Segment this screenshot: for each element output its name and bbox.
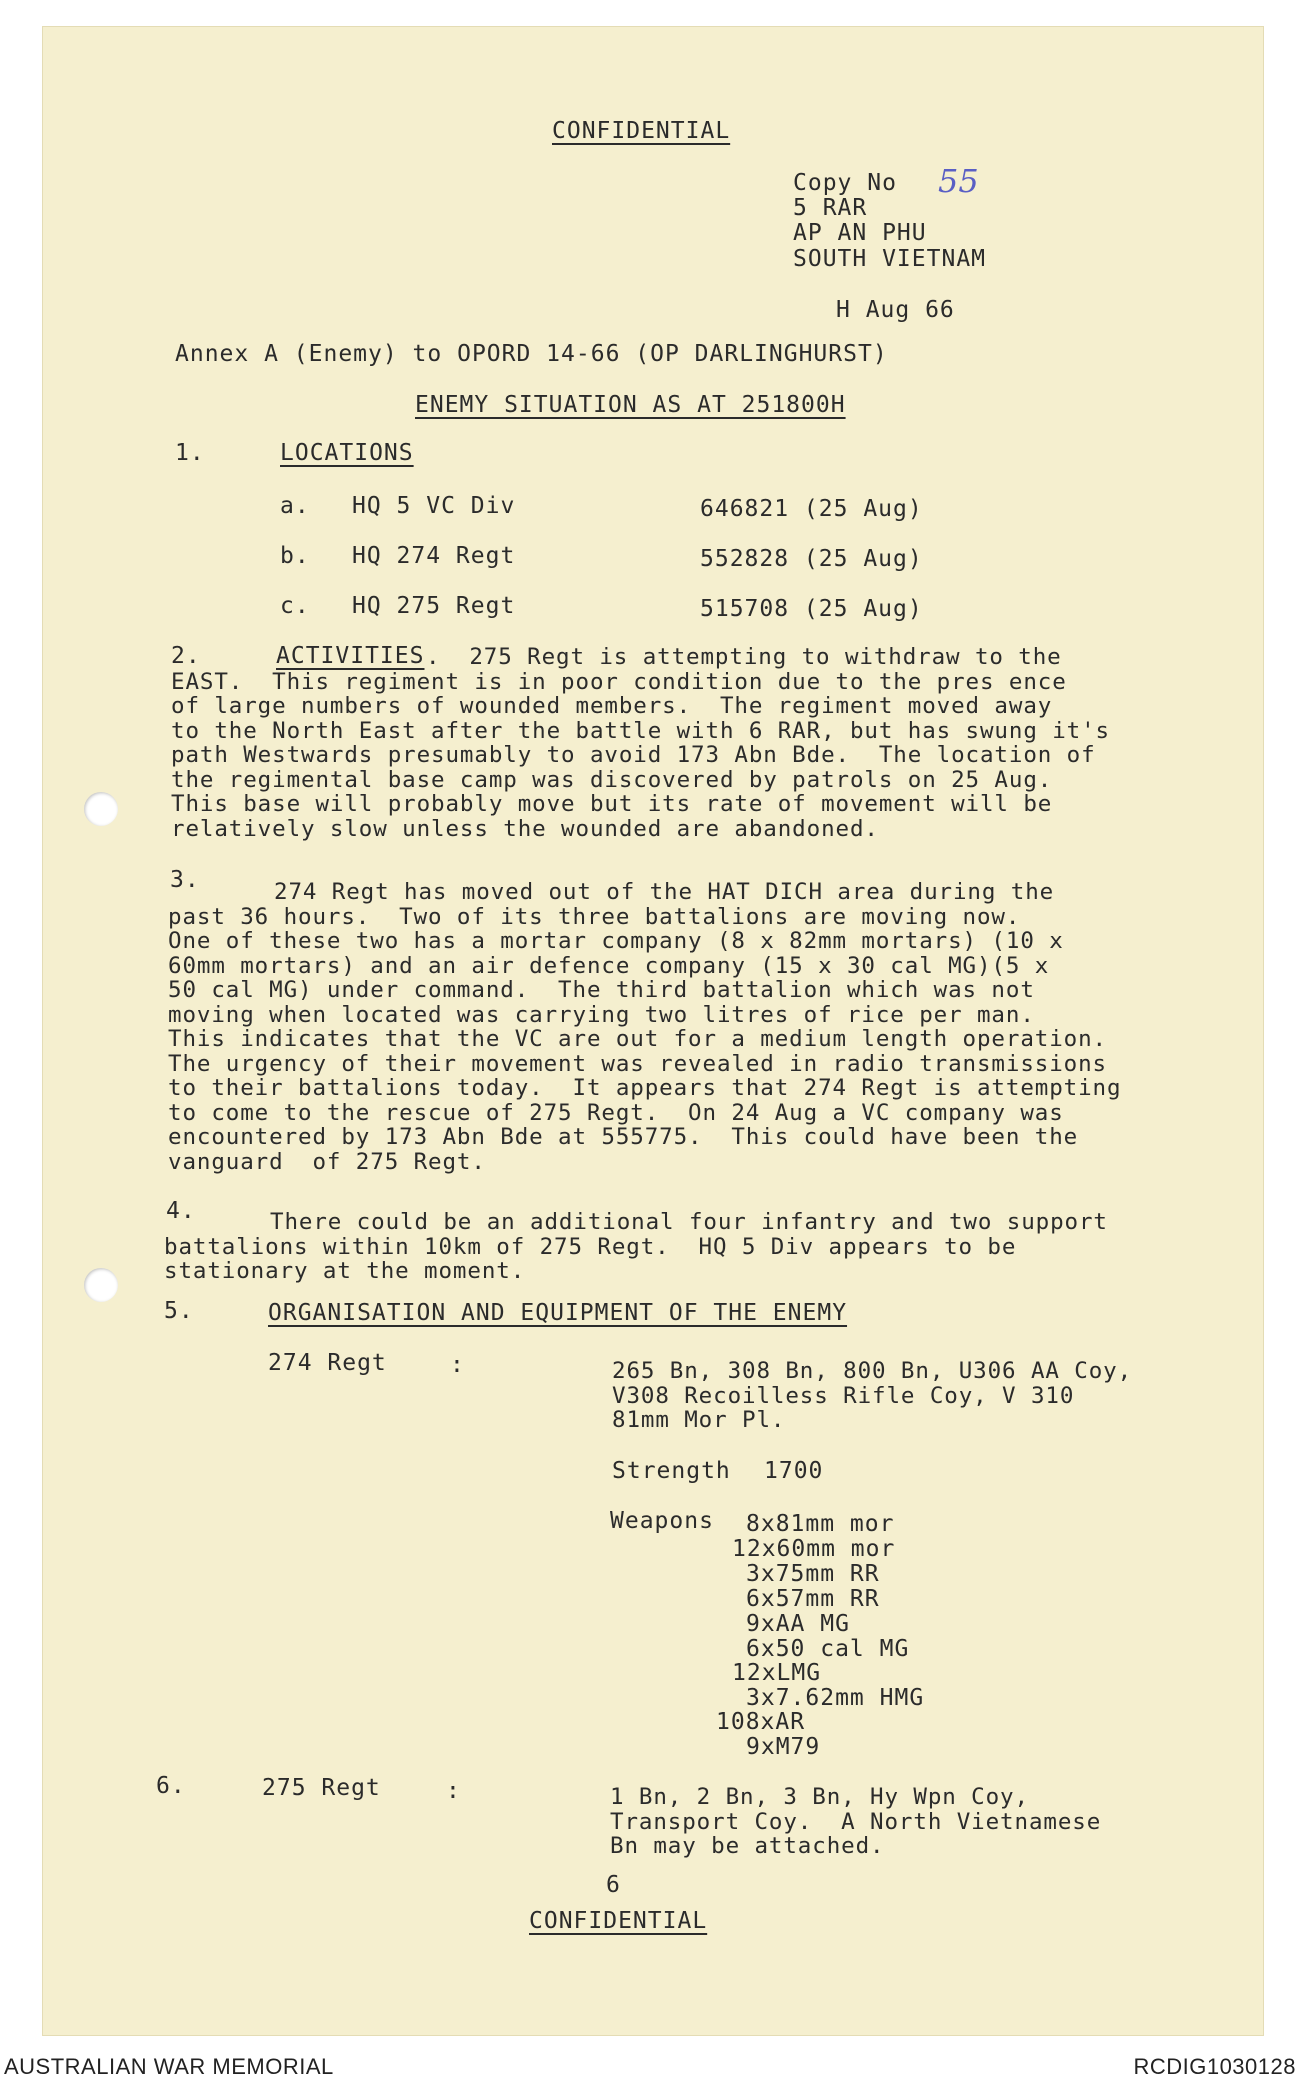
unit-275-colon: : bbox=[446, 1778, 461, 1804]
location-name: HQ 5 VC Div bbox=[352, 493, 516, 519]
location-letter: b. bbox=[280, 543, 310, 569]
para3-text: 274 Regt has moved out of the HAT DICH area during the past 36 hours. Two of its three battalions are moving now. One of these two has a mortar company (8 x 82mm mortars) (10 x 60mm mortars) and an air defence company (15 x 30 cal MG)(5 x 50 cal MG) under command. The third battalion which was not moving when located was carrying two litres of rice per man. This indicates that the VC are out for a medium length operation. The urgency of their movement was revealed in radio transmissions to their battalions today. It appears that 274 Regt is attempting to come to the rescue of 275 Regt. On 24 Aug a VC company was encountered by 173 Abn Bde at 555775. This could have been the vanguard of 275 Regt. bbox=[168, 879, 1122, 1175]
weapon-item: 6x57mm RR bbox=[746, 1586, 880, 1612]
para4-number: 4. bbox=[166, 1198, 196, 1224]
classification-header: CONFIDENTIAL bbox=[552, 118, 731, 144]
weapon-item: 108xAR bbox=[716, 1709, 806, 1735]
copy-label: Copy No bbox=[793, 170, 897, 196]
punch-hole-top bbox=[84, 792, 118, 826]
location-letter: a. bbox=[280, 493, 310, 519]
location-name: HQ 275 Regt bbox=[352, 593, 516, 619]
place-line: AP AN PHU bbox=[793, 220, 927, 246]
unit-line: 5 RAR bbox=[793, 195, 868, 221]
punch-hole-bottom bbox=[84, 1268, 118, 1302]
para6-number: 6. bbox=[156, 1773, 186, 1799]
unit-275-label: 275 Regt bbox=[262, 1775, 381, 1801]
para5-heading: ORGANISATION AND EQUIPMENT OF THE ENEMY bbox=[268, 1300, 848, 1326]
copy-number-handwritten: 55 bbox=[938, 162, 979, 200]
unit-274-colon: : bbox=[450, 1352, 465, 1378]
weapons-label: Weapons bbox=[610, 1508, 714, 1534]
para5-number: 5. bbox=[164, 1298, 194, 1324]
weapon-item: 6x50 cal MG bbox=[746, 1636, 910, 1662]
unit-274-composition: 265 Bn, 308 Bn, 800 Bn, U306 AA Coy, V308 Recoilless Rifle Coy, V 310 81mm Mor Pl. bbox=[612, 1358, 1133, 1433]
country-line: SOUTH VIETNAM bbox=[793, 246, 987, 272]
para2-heading: ACTIVITIES bbox=[276, 643, 425, 669]
weapon-item: 8x81mm mor bbox=[746, 1511, 895, 1537]
para2-text: . 275 Regt is attempting to withdraw to the EAST. This regiment is in poor condition due to the pres ence of large numbers of wounded members. The regiment moved away to the North East after the battle with 6 RAR, but has swung it's path Westwards presumably to avoid 173 Abn Bde. The location of the regimental base camp was discovered by patrols on 25 Aug. This base will probably move but its rate of movement will be relatively slow unless the wounded are abandoned. bbox=[171, 644, 1110, 842]
weapon-item: 12xLMG bbox=[732, 1660, 822, 1686]
location-grid: 515708 (25 Aug) bbox=[700, 596, 923, 622]
unit-275-composition: 1 Bn, 2 Bn, 3 Bn, Hy Wpn Coy, Transport Coy. A North Vietnamese Bn may be attached. bbox=[610, 1784, 1102, 1859]
archive-id: RCDIG1030128 bbox=[1133, 2054, 1296, 2079]
weapon-item: 12x60mm mor bbox=[732, 1536, 896, 1562]
weapon-item: 3x75mm RR bbox=[746, 1561, 880, 1587]
para1-number: 1. bbox=[175, 440, 205, 466]
para4-text: There could be an additional four infantry and two support battalions within 10km of 275 Regt. HQ 5 Div appears to be stationary at the moment. bbox=[164, 1209, 1108, 1284]
section-title: ENEMY SITUATION AS AT 251800H bbox=[415, 392, 846, 418]
annex-title: Annex A (Enemy) to OPORD 14-66 (OP DARLINGHURST) bbox=[175, 341, 888, 367]
strength-label: Strength bbox=[612, 1458, 731, 1484]
strength-value: 1700 bbox=[764, 1458, 824, 1484]
para2-number: 2. bbox=[171, 643, 201, 669]
unit-274-label: 274 Regt bbox=[268, 1350, 387, 1376]
date-line: H Aug 66 bbox=[836, 297, 955, 323]
location-grid: 552828 (25 Aug) bbox=[700, 546, 923, 572]
weapon-item: 9xAA MG bbox=[746, 1611, 850, 1637]
location-name: HQ 274 Regt bbox=[352, 543, 516, 569]
location-letter: c. bbox=[280, 593, 310, 619]
weapon-item: 3x7.62mm HMG bbox=[746, 1685, 925, 1711]
para3-number: 3. bbox=[170, 867, 200, 893]
weapon-item: 9xM79 bbox=[746, 1734, 821, 1760]
para1-heading: LOCATIONS bbox=[280, 440, 414, 466]
page-number: 6 bbox=[606, 1872, 621, 1898]
archive-name: AUSTRALIAN WAR MEMORIAL bbox=[4, 2054, 334, 2079]
classification-footer: CONFIDENTIAL bbox=[529, 1908, 708, 1934]
location-grid: 646821 (25 Aug) bbox=[700, 496, 923, 522]
